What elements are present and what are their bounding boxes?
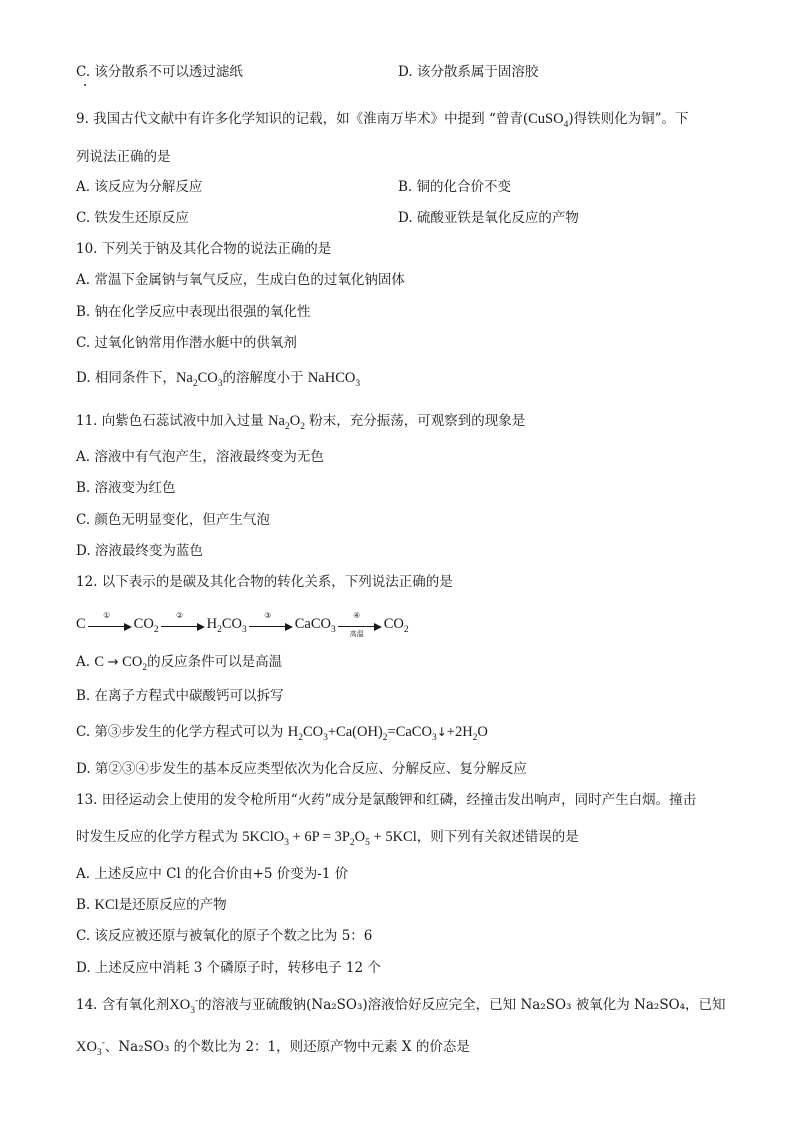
q10-option-a[interactable]: A. 常温下金属钠与氧气反应，生成白色的过氧化钠固体 — [76, 272, 405, 288]
q12-conversion-chain — [76, 605, 409, 638]
q12-option-b[interactable]: B. 在离子方程式中碳酸钙可以拆写 — [76, 688, 284, 704]
f: CO — [221, 616, 242, 632]
q11-stem — [76, 411, 525, 431]
q8-option-d[interactable] — [398, 62, 538, 82]
q13-stem-line2 — [76, 827, 579, 847]
f: XO — [76, 1039, 97, 1055]
q9-option-a[interactable]: A. 该反应为分解反应 — [76, 179, 203, 195]
f-sub: 2 — [284, 421, 290, 432]
q12-a-text: 的反应条件可以是高温 — [147, 654, 283, 670]
q13-stem-part: 时发生反应的化学方程式为 — [76, 829, 243, 845]
q9-formula — [528, 111, 569, 130]
f: CaCO — [294, 616, 331, 632]
q13-stem-line1: 13. 田径运动会上使用的发令枪所用“火药”成分是氯酸钾和红磷，经撞击发出响声，同时产生白烟。撞击 — [76, 792, 697, 808]
q14-ion-2 — [76, 1038, 105, 1058]
f-sub: 2 — [300, 421, 305, 432]
q12-a-formula — [94, 654, 148, 673]
q14-stem-part: 、Na₂SO₃ 的个数比为 2：1，则还原产物中元素 X 的价态是 — [104, 1039, 470, 1055]
f-sub: 2 — [298, 732, 303, 743]
q14-ion — [169, 996, 199, 1016]
q13-option-c[interactable]: C. 该反应被还原与被氧化的原子个数之比为 5：6 — [76, 928, 373, 944]
f: O — [477, 724, 488, 740]
f: H — [206, 616, 218, 632]
f-sub: 3 — [241, 624, 247, 635]
q14-stem-line1 — [76, 995, 726, 1015]
chain-step-4-condition: 高温 — [349, 630, 364, 638]
q12-stem: 12. 以下表示的是碳及其化合物的转化关系，下列说法正确的是 — [76, 574, 453, 590]
chain-arrow-2 — [161, 611, 205, 633]
q12-c-equation — [287, 724, 488, 743]
f-sub: 3 — [284, 837, 289, 848]
q12-option-a[interactable] — [76, 652, 282, 673]
f: O — [289, 413, 301, 429]
f: CO — [133, 616, 154, 632]
f: + 6P = 3P — [288, 829, 350, 845]
chain-c: C — [76, 616, 86, 632]
q14-stem-part: 14. 含有氧化剂 — [76, 997, 170, 1013]
q13-b-text: B. — [76, 897, 95, 913]
f: XO — [169, 997, 191, 1013]
f-sub: 2 — [382, 732, 388, 743]
f-sub: 2 — [153, 624, 159, 635]
q11-option-d[interactable]: D. 溶液最终变为蓝色 — [76, 543, 203, 559]
f-sup: - — [101, 1038, 105, 1049]
q9-option-d[interactable]: D. 硫酸亚铁是氧化反应的产物 — [398, 210, 579, 226]
f: 5KClO — [242, 829, 285, 845]
q10-d-text: 的溶解度小于 — [222, 370, 308, 386]
q12-option-d[interactable]: D. 第②③④步发生的基本反应类型依次为化合反应、分解反应、复分解反应 — [76, 761, 527, 777]
q11-formula — [268, 413, 305, 432]
q13-option-b[interactable] — [76, 895, 227, 915]
q14-stem-line2 — [76, 1037, 470, 1057]
chain-step-2: ② — [175, 611, 184, 620]
f: CO — [197, 370, 218, 386]
f-sub: 3 — [355, 378, 361, 389]
q9-formula-sub: 4 — [563, 119, 569, 130]
q12-a-text: A. — [76, 654, 95, 670]
chain-co2-a — [134, 616, 159, 633]
q9-stem-line1 — [76, 109, 689, 129]
f: CO — [383, 616, 404, 632]
chain-step-1: ① — [103, 611, 111, 620]
q9-formula-text: CuSO — [528, 111, 564, 127]
f: =CaCO — [387, 724, 432, 740]
q11-option-c[interactable]: C. 颜色无明显变化，但产生气泡 — [76, 512, 270, 528]
q10-stem: 10. 下列关于钠及其化合物的说法正确的是 — [76, 241, 332, 257]
f: + 5KCl — [369, 829, 417, 845]
f-sub: 2 — [192, 378, 198, 389]
f: NaHCO — [307, 370, 356, 386]
q8-option-c-text: C. 该分散系不可以透过滤纸 — [76, 64, 243, 80]
right-arrow-icon: → — [107, 655, 119, 670]
q13-equation — [242, 829, 417, 848]
q12-c-text: C. 第③步发生的化学方程式可以为 — [76, 724, 288, 740]
precipitate-arrow-icon: ↓ — [436, 725, 447, 739]
f-sub: 3 — [217, 378, 223, 389]
q11-option-b[interactable]: B. 溶液变为红色 — [76, 480, 176, 496]
q12-option-c[interactable] — [76, 722, 488, 742]
q9-stem-line2: 列说法正确的是 — [76, 149, 171, 165]
q13-b-text: 是还原反应的产物 — [118, 897, 227, 913]
f-sub: 2 — [142, 662, 148, 673]
f-sub: 3 — [330, 624, 336, 635]
chain-arrow-1 — [88, 611, 132, 633]
f: +Ca(OH) — [327, 724, 383, 740]
f: C — [94, 654, 105, 670]
f: +2H — [446, 724, 473, 740]
q11-stem-part: 粉末，充分振荡，可观察到的现象是 — [304, 413, 526, 429]
q10-option-c[interactable]: C. 过氧化钠常用作潜水艇中的供氧剂 — [76, 335, 297, 351]
chain-step-3: ③ — [264, 611, 272, 620]
chain-step-4: ④ — [353, 611, 361, 620]
f-sub: 3 — [96, 1047, 102, 1058]
q10-d-formula2 — [307, 370, 361, 389]
f: Na — [268, 413, 285, 429]
q9-option-b[interactable]: B. 铜的化合价不变 — [398, 179, 512, 195]
q9-stem-part: )得铁则化为铜”。下 — [568, 111, 689, 127]
stray-dot — [84, 84, 86, 86]
q13-b-formula: KCl — [94, 897, 119, 913]
chain-arrow-4 — [338, 611, 382, 638]
q13-stem-part: ，则下列有关叙述错误的是 — [416, 829, 579, 845]
f: Na — [175, 370, 193, 386]
f: CO — [302, 724, 324, 740]
q10-d-text: D. 相同条件下， — [76, 370, 176, 386]
f-sub: 2 — [403, 624, 409, 635]
q14-stem-part: 的溶液与亚硫酸钠(Na₂SO₃)溶液恰好反应完全，已知 Na₂SO₃ 被氧化为 Na₂SO₄，已知 — [198, 997, 726, 1013]
q10-option-b[interactable]: B. 钠在化学反应中表现出很强的氧化性 — [76, 304, 311, 320]
q11-option-a[interactable]: A. 溶液中有气泡产生，溶液最终变为无色 — [76, 449, 324, 465]
chain-arrow-3 — [249, 611, 293, 633]
f-sub: 3 — [323, 732, 328, 743]
f-sub: 5 — [365, 837, 370, 848]
q11-stem-part: 11. 向紫色石蕊试液中加入过量 — [76, 413, 269, 429]
q10-d-formula1 — [175, 370, 223, 389]
f-sub: 3 — [431, 732, 437, 743]
f-sup: - — [194, 996, 199, 1007]
chain-caco3 — [295, 616, 336, 633]
q9-option-c[interactable]: C. 铁发生还原反应 — [76, 210, 189, 226]
f: O — [354, 829, 366, 845]
q13-option-d[interactable]: D. 上述反应中消耗 3 个磷原子时，转移电子 12 个 — [76, 960, 381, 976]
f-sub: 3 — [190, 1005, 195, 1016]
q8-option-d-text: D. 该分散系属于固溶胶 — [398, 64, 539, 80]
f-sub: 2 — [472, 732, 478, 743]
f: CO — [122, 654, 143, 670]
q13-option-a[interactable]: A. 上述反应中 Cl 的化合价由+5 价变为-1 价 — [76, 866, 349, 882]
q9-stem-part: 9. 我国古代文献中有许多化学知识的记载，如《淮南万毕术》中提到 “曾青( — [76, 111, 529, 127]
f-sub: 2 — [349, 837, 355, 848]
f-sub: 2 — [217, 624, 222, 635]
chain-co2-b — [384, 616, 409, 633]
q8-option-c[interactable] — [76, 62, 243, 82]
f: H — [287, 724, 299, 740]
q10-option-d[interactable] — [76, 368, 360, 388]
chain-h2co3 — [207, 616, 247, 633]
